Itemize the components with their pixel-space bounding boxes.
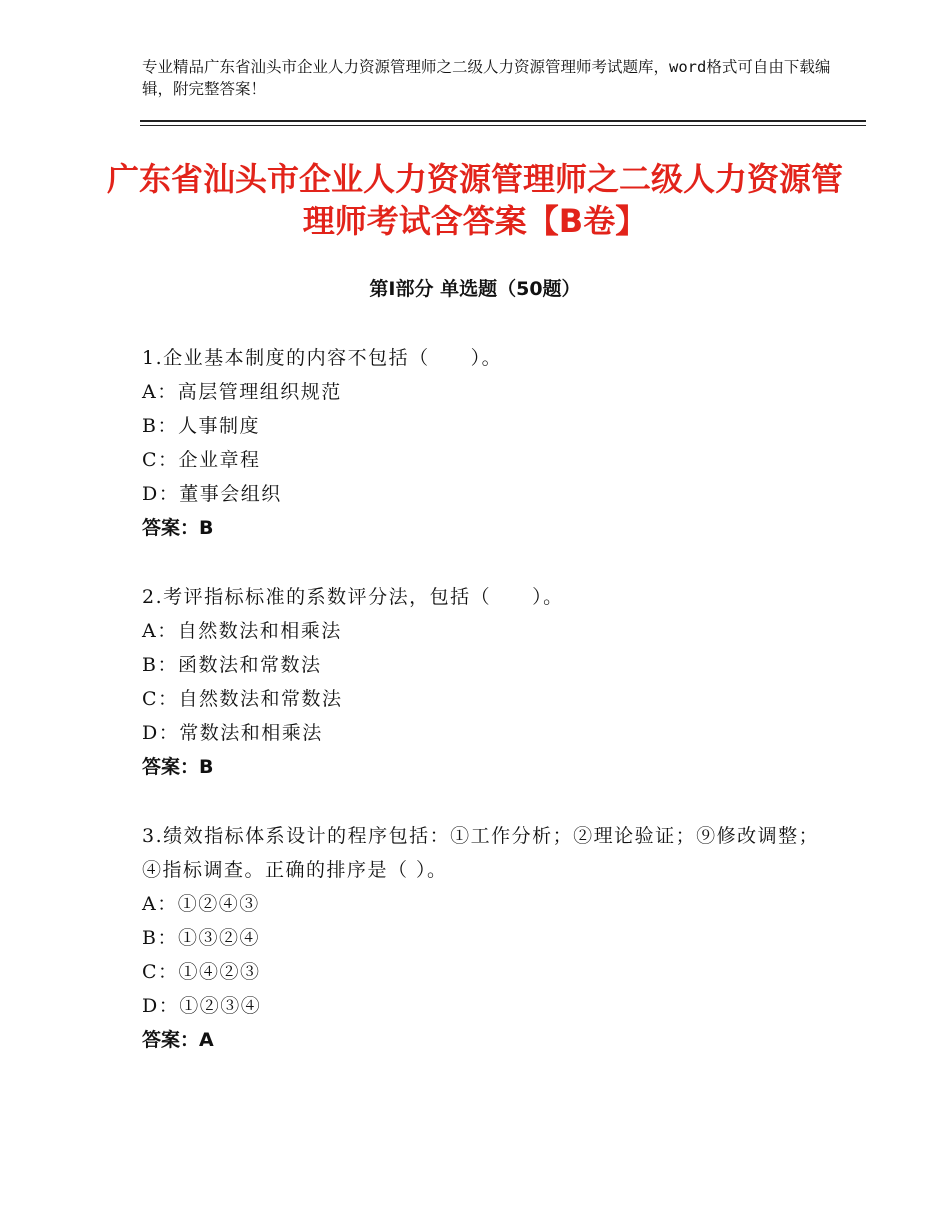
question-stem: 1.企业基本制度的内容不包括（ ）。 [142,347,503,369]
option-c: C：企业章程 [142,449,261,471]
answer: 答案：B [142,517,214,539]
question-2 [142,580,822,784]
option-a: A：高层管理组织规范 [142,381,342,403]
option-a: A：①②④③ [142,893,260,915]
document-title: 广东省汕头市企业人力资源管理师之二级人力资源管理师考试含答案【B卷】 [106,160,843,240]
question-1 [142,341,822,545]
option-d: D：董事会组织 [142,483,282,505]
header-rule-thick [140,120,866,122]
option-b: B：函数法和常数法 [142,654,322,676]
question-stem: 2.考评指标标准的系数评分法，包括（ ）。 [142,586,564,608]
option-b: B：①③②④ [142,927,260,949]
option-c: C：自然数法和常数法 [142,688,343,710]
section-title: 第Ⅰ部分 单选题（50题） [369,278,581,300]
question-stem: 3.绩效指标体系设计的程序包括：①工作分析；②理论验证；⑨修改调整；④指标调查。正确的排序是（ ）。 [142,825,820,881]
answer: 答案：A [142,1029,214,1051]
option-d: D：①②③④ [142,995,262,1017]
question-3 [142,819,822,1057]
option-b: B：人事制度 [142,415,260,437]
option-c: C：①④②③ [142,961,261,983]
header-rule-thin [140,125,866,126]
option-d: D：常数法和相乘法 [142,722,323,744]
answer: 答案：B [142,756,214,778]
header-note: 专业精品广东省汕头市企业人力资源管理师之二级人力资源管理师考试题库，word格式可自由下载编辑，附完整答案！ [142,58,831,98]
option-a: A：自然数法和相乘法 [142,620,342,642]
